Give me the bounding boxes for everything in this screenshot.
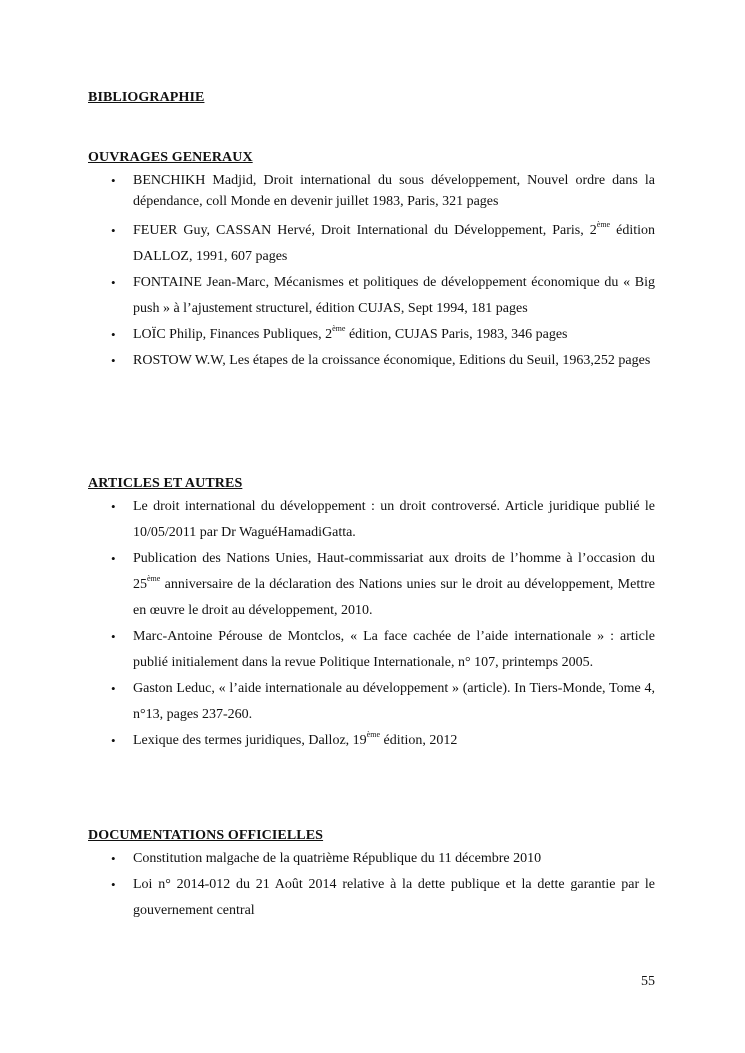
list-articles: [88, 494, 655, 754]
entry-superscript: ème: [366, 730, 380, 740]
bibliography-entry: [88, 624, 655, 676]
entry-text: FEUER Guy, CASSAN Hervé, Droit International du Développement, Paris, 2: [133, 223, 597, 238]
entry-text: Constitution malgache de la quatrième République du 11 décembre 2010: [133, 851, 542, 866]
bibliography-entry: [88, 872, 655, 924]
bullet-icon: •: [111, 499, 116, 514]
bibliography-entry: [88, 322, 655, 348]
entry-text: Marc-Antoine Pérouse de Montclos, « La face cachée de l’aide internationale » : article publié initialement dans la revue Politique Internationale, n° 107, printemps 2005.: [133, 629, 655, 670]
entry-text: FONTAINE Jean-Marc, Mécanismes et politiques de développement économique du « Big push » à l’ajustement structurel, édition CUJAS, Sept 1994, 181 pages: [133, 275, 655, 316]
entry-superscript: ème: [332, 324, 346, 334]
bullet-icon: •: [111, 173, 116, 188]
section-heading-documentations: DOCUMENTATIONS OFFICIELLES: [88, 828, 324, 843]
list-documentations: [88, 846, 655, 924]
bibliography-entry: [88, 170, 655, 212]
entry-text: Lexique des termes juridiques, Dalloz, 19: [133, 733, 367, 748]
bibliography-entry: [88, 218, 655, 270]
entry-superscript: ème: [596, 220, 611, 230]
entry-text: BENCHIKH Madjid, Droit international du sous développement, Nouvel ordre dans la dépendance, coll Monde en devenir juillet 1983, Paris, 321 pages: [133, 173, 655, 209]
page-number: 55: [641, 974, 655, 989]
bullet-icon: •: [111, 851, 116, 866]
bibliography-entry: [88, 494, 655, 546]
bibliography-entry: [88, 846, 655, 872]
entry-text: Le droit international du développement : un droit controversé. Article juridique publié le 10/05/2011 par Dr WaguéHamadiGatta.: [133, 499, 655, 540]
bullet-icon: •: [111, 275, 116, 290]
entry-text: Gaston Leduc, « l’aide internationale au développement » (article). In Tiers-Monde, Tome 4, n°13, pages 237-260.: [133, 681, 655, 722]
bibliography-entry: [88, 270, 655, 322]
bullet-icon: •: [111, 551, 116, 566]
bibliography-entry: [88, 728, 655, 754]
bibliography-entry: [88, 546, 655, 624]
bullet-icon: •: [111, 327, 116, 342]
entry-text: ROSTOW W.W, Les étapes de la croissance économique, Editions du Seuil, 1963,252 pages: [133, 353, 651, 368]
bibliography-entry: [88, 676, 655, 728]
bullet-icon: •: [111, 629, 116, 644]
bullet-icon: •: [111, 733, 116, 748]
entry-text-continued: anniversaire de la déclaration des Nations unies sur le droit au développement, Mettre en œuvre le droit au développement, 2010.: [133, 577, 655, 618]
bullet-icon: •: [111, 223, 116, 238]
bullet-icon: •: [111, 877, 116, 892]
section-heading-ouvrages: OUVRAGES GENERAUX: [88, 150, 253, 165]
entry-text: Publication des Nations Unies, Haut-commissariat aux droits de l’homme à l’occasion du 25: [133, 551, 655, 592]
section-heading-articles: ARTICLES ET AUTRES: [88, 476, 243, 491]
page-title: BIBLIOGRAPHIE: [88, 90, 205, 105]
bullet-icon: •: [111, 353, 116, 368]
entry-text-continued: édition, 2012: [380, 733, 458, 748]
entry-superscript: ème: [147, 574, 161, 584]
entry-text: LOÏC Philip, Finances Publiques, 2: [133, 327, 333, 342]
entry-text-continued: édition DALLOZ, 1991, 607 pages: [133, 223, 655, 264]
bullet-icon: •: [111, 681, 116, 696]
entry-text: Loi n° 2014-012 du 21 Août 2014 relative à la dette publique et la dette garantie par le gouvernement central: [133, 877, 655, 918]
bibliography-entry: [88, 348, 655, 374]
list-ouvrages: [88, 170, 655, 374]
entry-text-continued: édition, CUJAS Paris, 1983, 346 pages: [345, 327, 568, 342]
